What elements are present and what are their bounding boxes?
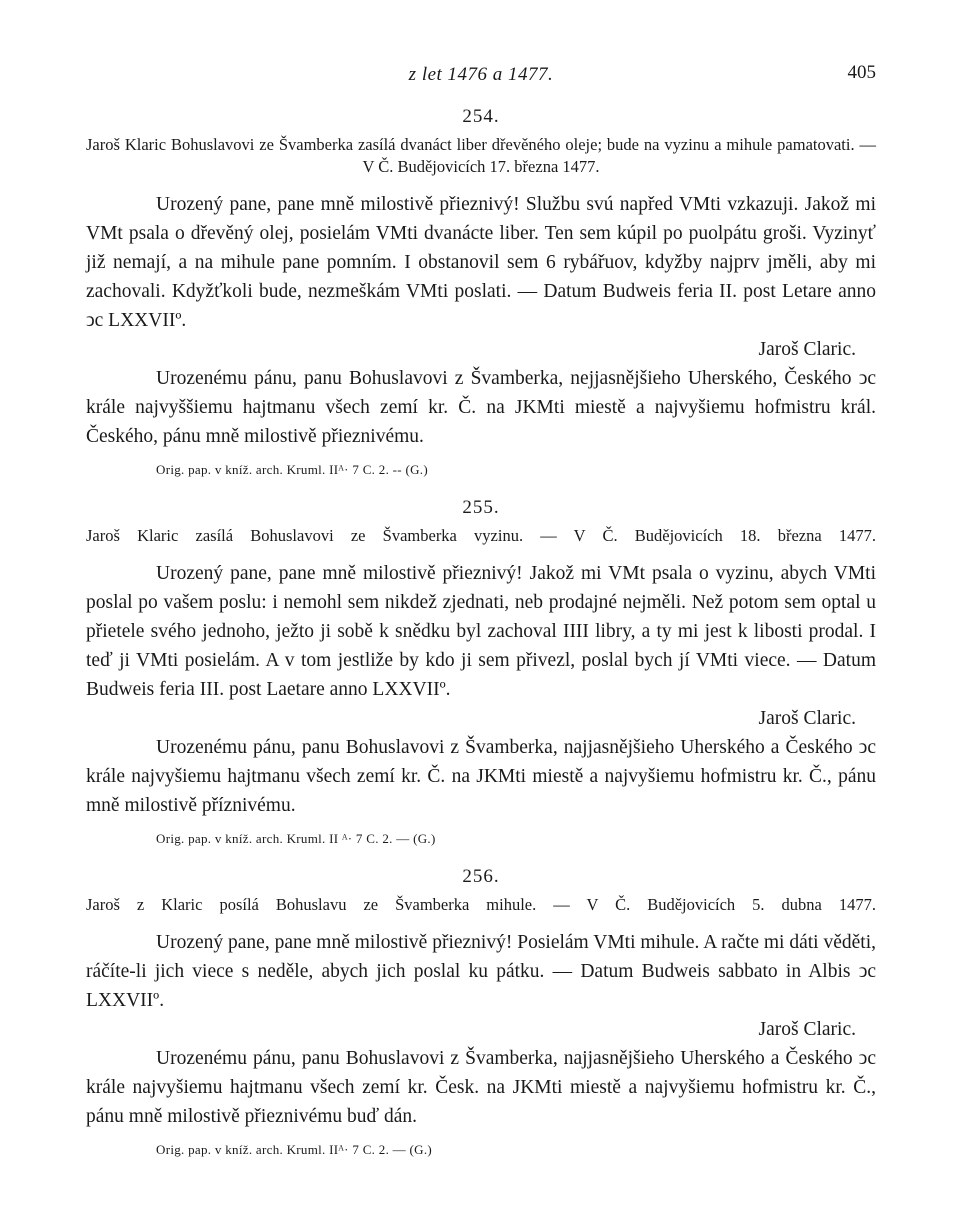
- source-note: Orig. pap. v kníž. arch. Kruml. II ᴬ· 7 C. 2. — (G.): [156, 831, 436, 846]
- document-entry: [86, 866, 876, 1159]
- page-header: [86, 58, 876, 88]
- letter-signature: Jaroš Claric.: [758, 1019, 856, 1040]
- letter-signature: Jaroš Claric.: [758, 708, 856, 729]
- document-page: [86, 58, 876, 1165]
- document-regest: Jaroš z Klaric posílá Bohuslavu ze Švamberka mihule. — V Č. Budějovicích 5. dubna 1477.: [86, 895, 876, 914]
- letter-address: Urozenému pánu, panu Bohuslavovi z Švamberka, nejjasnějšieho Uherského, Českého ͻc krále najvyššiemu hajtmanu všech zemí kr. Č. na JKMti miestě a najvyšiemu hofmistru král. Českého, pánu mně milostivě přieznivému.: [86, 368, 876, 447]
- letter-signature: Jaroš Claric.: [758, 339, 856, 360]
- letter-address: Urozenému pánu, panu Bohuslavovi z Švamberka, najjasnějšieho Uherského a Českého ͻc krále najvyšiemu hajtmanu všech zemí kr. Česk. na JKMti miestě a najvyšiemu hofmistru kr. Č., pánu mně milostivě přieznivému buď dán.: [86, 1048, 876, 1127]
- letter-text: Urozený pane, pane mně milostivě přieznivý! Posielám VMti mihule. A račte mi dáti věděti, ráčíte-li jich viece s neděle, abych jich poslal ku pátku. — Datum Budweis sabbato in Albis ͻc LXXVIIº.: [86, 932, 876, 1011]
- document-number: 256.: [462, 866, 500, 887]
- document-regest: Jaroš Klaric Bohuslavovi ze Švamberka zasílá dvanáct liber dřevěného oleje; bude na vyzinu a mihule pamatovati. — V Č. Budějovicích 17. března 1477.: [86, 135, 876, 176]
- document-entry: [86, 497, 876, 848]
- document-number: 255.: [462, 497, 500, 518]
- letter-text: Urozený pane, pane mně milostivě přieznivý! Službu svú napřed VMti vzkazuji. Jakož mi VMt psala o dřevěný olej, posielám VMti dvanácte liber. Ten sem kúpil po puolpátu groši. Vyzinyť již nemají, a na mihule pane pomním. I obstanovil sem 6 rybářuov, kdyžby najprv jměli, aby mi zachovali. Kdyžťkoli bude, nezmeškám VMti poslati. — Datum Budweis feria II. post Letare anno ͻc LXXVIIº.: [86, 194, 876, 331]
- document-regest: Jaroš Klaric zasílá Bohuslavovi ze Švamberka vyzinu. — V Č. Budějovicích 18. března 1477.: [86, 526, 876, 545]
- page-number: 405: [847, 62, 876, 83]
- document-entry: [86, 106, 876, 479]
- letter-text: Urozený pane, pane mně milostivě přieznivý! Jakož mi VMt psala o vyzinu, abych VMti poslal po vašem poslu: i nemohl sem nikdež zjednati, neb prodajné nejměli. Než potom sem optal u přietele svého jednoho, ježto ji sobě k snědku byl zachoval IIII libry, a ty mi jest k libosti prodal. I teď ji VMti posielám. A v tom jestliže by kdo ji sem přivezl, poslal bych jí VMti viece. — Datum Budweis feria III. post Laetare anno LXXVIIº.: [86, 563, 876, 700]
- document-number: 254.: [462, 106, 500, 127]
- source-note: Orig. pap. v kníž. arch. Kruml. IIᴬ· 7 C. 2. — (G.): [156, 1142, 433, 1157]
- source-note: Orig. pap. v kníž. arch. Kruml. IIᴬ· 7 C. 2. -- (G.): [156, 462, 428, 477]
- running-title: z let 1476 a 1477.: [408, 64, 554, 85]
- letter-address: Urozenému pánu, panu Bohuslavovi z Švamberka, najjasnějšieho Uherského a Českého ͻc krále najvyšiemu hajtmanu všech zemí kr. Č. na JKMti miestě a najvyšiemu hofmistru kr. Č., pánu mně milostivě příznivému.: [86, 737, 876, 816]
